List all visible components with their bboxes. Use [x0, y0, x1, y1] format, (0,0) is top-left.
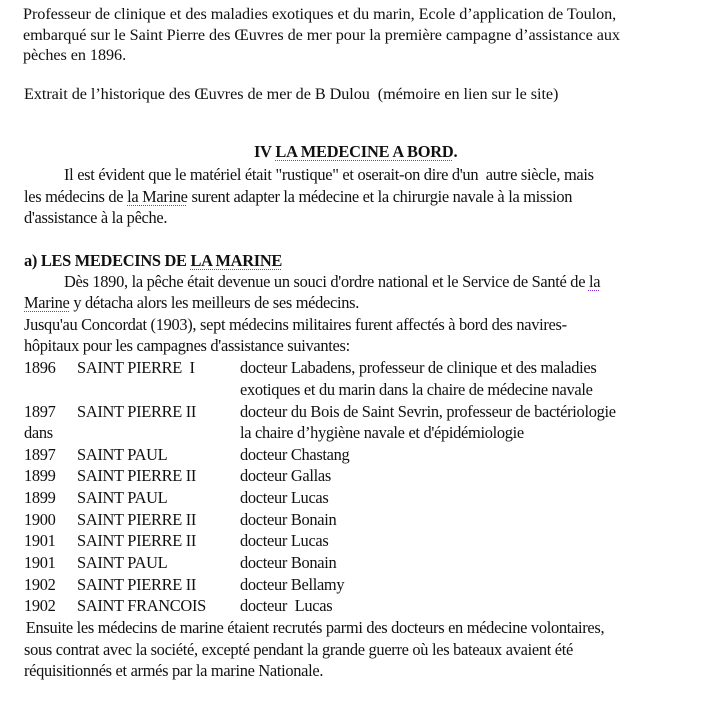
- intro-line: pèches en 1896.: [23, 46, 127, 64]
- ship-cell: SAINT PIERRE II: [77, 531, 197, 550]
- subsection-paragraph-line: [64, 272, 600, 292]
- table-row: [0, 466, 721, 487]
- ship-cell: SAINT PIERRE II: [77, 402, 197, 421]
- doctor-cell: docteur du Bois de Saint Sevrin, professeur de bactériologie: [240, 402, 616, 421]
- year-cell: 1899: [24, 466, 56, 485]
- ship-cell: SAINT PIERRE II: [77, 466, 197, 485]
- doctor-cell: docteur Bonain: [240, 553, 337, 572]
- marine-underlined: la Marine: [127, 187, 188, 206]
- table-row: [0, 553, 721, 574]
- table-row: [0, 380, 721, 401]
- closing-line: réquisitionnés et armés par la marine Nationale.: [24, 661, 324, 680]
- ship-cell: SAINT PAUL: [77, 445, 168, 464]
- year-cell: 1901: [24, 553, 56, 572]
- doctor-cell: docteur Lucas: [240, 531, 329, 550]
- section-paragraph-line: Il est évident que le matériel était "rustique" et oserait-on dire d'un autre siècle, mais: [64, 165, 594, 184]
- year-cell: 1902: [24, 575, 56, 594]
- table-row: [0, 575, 721, 596]
- ship-cell: SAINT PAUL: [77, 488, 168, 507]
- doctor-cell: docteur Bonain: [240, 510, 337, 529]
- table-row: [0, 488, 721, 509]
- ship-cell: SAINT FRANCOIS: [77, 596, 206, 615]
- text-run: les médecins de: [24, 187, 128, 206]
- table-row: [0, 423, 721, 444]
- year-cell: 1897: [24, 402, 56, 421]
- subsection-paragraph-line: hôpitaux pour les campagnes d'assistance suivantes:: [24, 336, 350, 355]
- text-run: Dès 1890, la pêche était devenue un souci d'ordre national et le Service de Santé de: [64, 272, 589, 291]
- subsection-heading-underlined: LA MARINE: [190, 251, 282, 270]
- section-heading: [254, 142, 457, 162]
- doctor-cell: exotiques et du marin dans la chaire de médecine navale: [240, 380, 593, 399]
- section-heading-title: LA MEDECINE A BORD: [275, 142, 454, 161]
- year-cell: dans: [24, 423, 53, 442]
- year-cell: 1901: [24, 531, 56, 550]
- doctor-cell: docteur Lucas: [240, 596, 333, 615]
- intro-line: Professeur de clinique et des maladies exotiques et du marin, Ecole d’application de Toulon,: [23, 5, 617, 23]
- doctor-cell: docteur Lucas: [240, 488, 329, 507]
- table-row: [0, 531, 721, 552]
- subsection-heading: [24, 251, 282, 271]
- section-heading-prefix: IV: [254, 142, 276, 161]
- source-note: Extrait de l’historique des Œuvres de mer de B Dulou (mémoire en lien sur le site): [20, 85, 559, 103]
- intro-line: embarqué sur le Saint Pierre des Œuvres de mer pour la première campagne d’assistance aux: [23, 26, 620, 44]
- subsection-heading-prefix: a) LES MEDECINS DE: [24, 251, 191, 270]
- section-paragraph-line: d'assistance à la pêche.: [24, 208, 168, 227]
- doctor-cell: docteur Chastang: [240, 445, 350, 464]
- section-paragraph-line: [24, 187, 572, 207]
- year-cell: 1902: [24, 596, 56, 615]
- year-cell: 1900: [24, 510, 56, 529]
- doctor-cell: docteur Bellamy: [240, 575, 345, 594]
- subsection-paragraph-line: [24, 293, 359, 313]
- table-row: [0, 445, 721, 466]
- doctor-cell: la chaire d’hygiène navale et d'épidémiologie: [240, 423, 524, 442]
- doctor-cell: docteur Gallas: [240, 466, 331, 485]
- text-run: y détacha alors les meilleurs de ses médecins.: [69, 293, 360, 312]
- closing-line: sous contrat avec la société, excepté pendant la grande guerre où les bateaux avaient été: [24, 640, 573, 659]
- marine-underlined: Marine: [24, 293, 70, 312]
- table-row: [0, 358, 721, 379]
- section-heading-suffix: .: [453, 142, 458, 161]
- table-row: [0, 402, 721, 423]
- ship-cell: SAINT PIERRE I: [77, 358, 195, 377]
- closing-line: Ensuite les médecins de marine étaient recrutés parmi des docteurs en médecine volontaires,: [22, 618, 605, 637]
- ship-cell: SAINT PIERRE II: [77, 510, 197, 529]
- year-cell: 1897: [24, 445, 56, 464]
- ship-cell: SAINT PAUL: [77, 553, 168, 572]
- table-row: [0, 596, 721, 617]
- table-row: [0, 510, 721, 531]
- la-underlined: la: [588, 272, 601, 291]
- year-cell: 1896: [24, 358, 56, 377]
- subsection-paragraph-line: Jusqu'au Concordat (1903), sept médecins militaires furent affectés à bord des navires-: [24, 315, 567, 334]
- text-run: surent adapter la médecine et la chirurgie navale à la mission: [187, 187, 573, 206]
- doctor-cell: docteur Labadens, professeur de clinique et des maladies: [240, 358, 597, 377]
- ship-cell: SAINT PIERRE II: [77, 575, 197, 594]
- year-cell: 1899: [24, 488, 56, 507]
